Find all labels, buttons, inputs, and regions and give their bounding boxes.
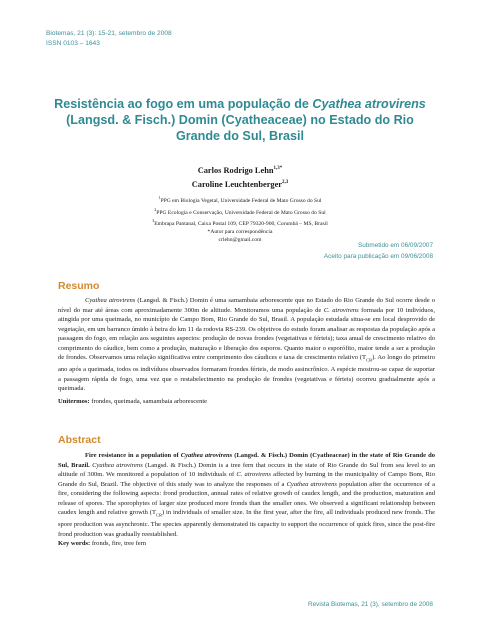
abstract-species-abbr: C. atrovirens: [236, 471, 271, 479]
resumo-text-2: formada por 10 indivíduos, atingida por uma queimada, no município de Campo Bom, Rio Grande do Sul, Brasil. A população estudada situa-se em local desprovido de vegetação, em um barranco úmido à beira do km 11 da rodovia RS-239. Os objetivos do estudo foram analisar as respostas da população após a passagem do fogo, em relação aos seguintes aspectos: produção de novas frondes (vegetativas e férteis); taxa anual de crescimento relativo do comprimento do cáudice, bem como a produção, maturação e liberação dos esporos. Quanto maior o esporófito, maior tende a ser a produção de frondes. Observamos uma relação significativa entre comprimento dos cáudices e taxa de crescimento relativo (T: [58, 306, 435, 362]
affiliation-2-sup: 2: [154, 206, 157, 212]
date-accepted: Aceito para publicação em 09/06/2008: [323, 252, 433, 260]
submission-dates: [324, 241, 433, 262]
abstract-text-3: population after the occurrence of a fire, considering the following aspects: frond production, annual rates of relative growth of caudex length, and the production, maturation and release of spores. The sporophytes of larger size produced more fronds than the smaller ones. We observed a significant relationship between caudex length and relative growth (T: [58, 480, 435, 517]
abstract-keywords: [58, 539, 435, 549]
abstract-text-2: affected by burning in the municipality of Campo Bom, Rio Grande do Sul, Brazil. The objective of this study was to analyze the responses of a: [58, 471, 435, 488]
abstract-title-part2: (Langsd. & Fisch.) Domin (Cyatheaceae) in the state of Rio Grande do Sul, Brazil.: [58, 452, 435, 469]
abstract-keywords-label: Key words:: [58, 540, 91, 548]
abstract-species-2: Cyathea atrovirens: [286, 480, 337, 488]
author-2-sup: 2,3: [282, 179, 289, 185]
affiliation-3-text: Embrapa Pantanal, Caixa Postal 109, CEP 79320-900, Corumbá – MS, Brasil: [154, 221, 328, 228]
resumo-keywords: [58, 397, 435, 407]
resumo-subscript: CR: [366, 357, 373, 363]
abstract-body: [58, 451, 435, 549]
affiliations: [0, 194, 480, 245]
journal-header: [46, 29, 172, 49]
resumo-heading: Resumo: [58, 280, 100, 292]
affiliation-3: [0, 217, 480, 229]
author-1-sup: 1,3*: [273, 166, 283, 171]
abstract-paragraph: [58, 451, 435, 539]
affiliation-1-sup: 1: [158, 195, 161, 200]
author-1-name: Carlos Rodrigo Lehn: [197, 165, 274, 175]
author-list: [0, 163, 480, 191]
correspondence-email[interactable]: crlehn@gmail.com: [218, 236, 262, 243]
affiliation-2-text: PPG Ecologia e Conservação, Universidade Federal de Mato Grosso do Sul: [156, 209, 326, 216]
article-title: [50, 96, 430, 144]
affiliation-1: [0, 194, 480, 206]
journal-citation: Biotemas, 21 (3): 15-21, setembro de 2008: [46, 30, 172, 37]
resumo-text-3: ). Ao longo do primeiro ano após a queimada, todos os indivíduos observados formaram frondes férteis, de modo assincrônico. A espécie mostrou-se capaz de suportar a passagem rápida de fogo, uma vez que o restabelecimento na produção de frondes (vegetativas e férteis) ocorreu gradualmente após a queimada.: [58, 354, 435, 393]
affiliation-3-sup: 3: [152, 218, 155, 224]
resumo-paragraph: [58, 296, 435, 394]
title-part2: (Langsd. & Fisch.) Domin (Cyatheaceae) no Estado do Rio Grande do Sul, Brasil: [66, 113, 414, 143]
author-2: [0, 177, 480, 191]
abstract-subscript: CR: [155, 512, 162, 518]
resumo-body: [58, 296, 435, 406]
abstract-title-species: Cyathea atrovirens: [180, 452, 233, 459]
affiliation-2: [0, 206, 480, 218]
title-species: Cyathea atrovirens: [312, 97, 426, 111]
resumo-keywords-text: frondes, queimada, samambaia arborescente: [89, 397, 208, 405]
title-part1: Resistência ao fogo em uma população de: [54, 97, 313, 111]
resumo-species: Cyathea atrovirens: [85, 297, 136, 304]
correspondence-note: *Autor para correspondência: [207, 228, 273, 235]
date-submitted: Submetido em 06/09/2007: [358, 242, 433, 249]
resumo-species-abbr: C. atrovirens: [323, 306, 359, 314]
resumo-keywords-label: Unitermos:: [58, 397, 90, 405]
abstract-species: Cyathea atrovirens: [92, 461, 143, 469]
abstract-heading: Abstract: [58, 434, 101, 446]
page-footer: Revista Biotemas, 21 (3), setembro de 2008: [307, 601, 433, 608]
abstract-text-1: (Langsd. & Fisch.) Domin is a tree fern that occurs in the state of Rio Grande do Sul from sea level to an altitude of 300m. We monitored a population of 10 individuals of: [58, 461, 436, 479]
abstract-text-4: ) in individuals of smaller size. In the first year, after the fire, all individuals produced new fronds. The spore production was asynchronic. The species apparently demonstrated its capacity to support the occurrence of quick fires, since the post-fire frond production was gradually reestablished.: [58, 509, 435, 538]
abstract-keywords-text: fronds, fire, tree fern: [90, 540, 147, 548]
journal-issn: ISSN 0103 – 1643: [46, 40, 100, 47]
abstract-title-part1: Fire resistance in a population of: [85, 452, 181, 459]
author-1: [0, 163, 480, 177]
affiliation-1-text: PPG em Biologia Vegetal, Universidade Federal de Mato Grosso do Sul: [160, 197, 322, 204]
author-2-name: Caroline Leuchtenberger: [191, 179, 283, 189]
resumo-text-1: (Langsd. & Fisch.) Domin é uma samambaia arborescente que no Estado do Rio Grande do Sul ocorre desde o nível do mar até áreas com aproximadamente 300m de altitude. Monitoramos uma população de: [58, 297, 435, 314]
